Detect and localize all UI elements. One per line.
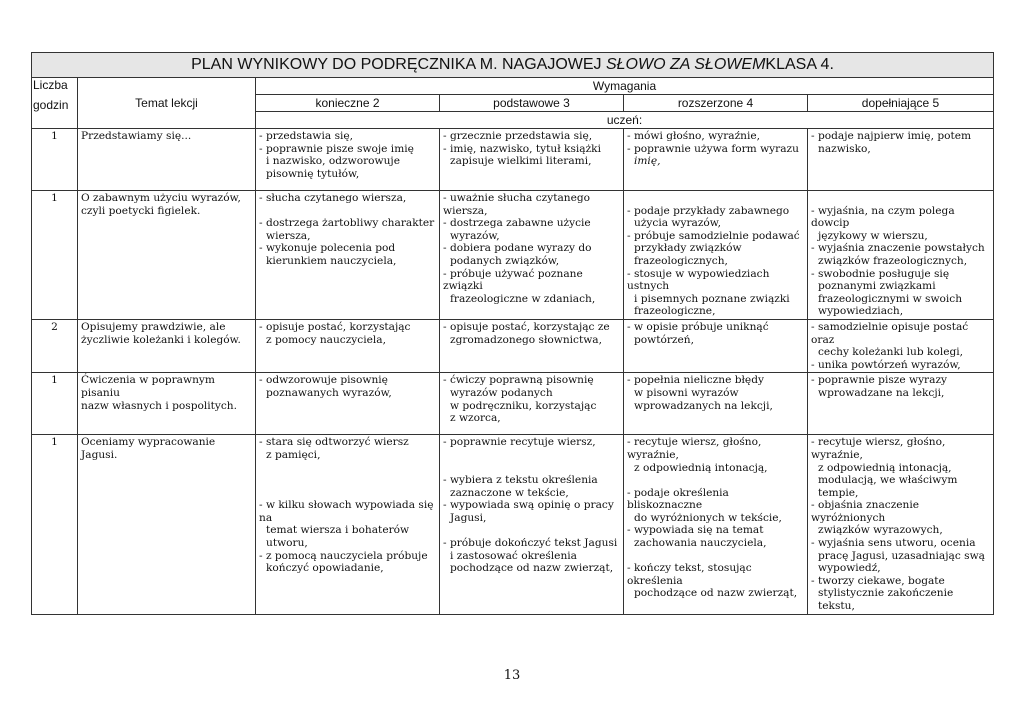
requirement-line: - dobiera podane wyrazy do: [443, 242, 592, 255]
level-header: konieczne 2: [256, 95, 440, 112]
requirement-line: w pisowni wyrazów: [634, 386, 739, 399]
requirement-line: frazeologiczne,: [634, 305, 716, 318]
requirement-line: - próbuje używać poznane związki: [443, 267, 583, 293]
requirement-line: i nazwisko, odzworowuje: [266, 155, 400, 168]
requirement-line: wyrazów podanych: [450, 386, 553, 399]
requirement-line: nazwisko,: [818, 142, 871, 155]
requirement-cell: [440, 319, 624, 372]
requirement-line: - wykonuje polecenia pod: [259, 242, 396, 255]
topic-line: Oceniamy wypracowanie Jagusi.: [81, 436, 216, 461]
table-row: [32, 435, 994, 614]
requirement-line: językowy w wierszu,: [818, 229, 928, 242]
requirement-line: - tworzy ciekawe, bogate: [811, 574, 945, 587]
requirement-line: - poprawnie pisze swoje imię: [259, 142, 414, 155]
requirement-line: stylistycznie zakończenie tekstu,: [818, 587, 954, 613]
requirement-line: - dostrzega żartobliwy charakter: [259, 217, 435, 230]
requirement-line: [443, 524, 620, 537]
requirement-line: - podaje określenia bliskoznaczne: [627, 486, 729, 512]
lesson-plan: [31, 52, 993, 615]
topic-cell: [78, 373, 256, 435]
topic-line: czyli poetycki figielek.: [81, 204, 201, 217]
requirement-line: [627, 192, 804, 205]
requirement-line: wprowadzane na lekcji,: [818, 386, 945, 399]
requirement-line: - samodzielnie opisuje postać oraz: [811, 320, 969, 346]
requirement-line: wyrazów,: [450, 229, 500, 242]
table-row: [32, 129, 994, 191]
requirement-line: - w opisie próbuje uniknąć: [627, 320, 769, 333]
requirement-line: - podaje najpierw imię, potem: [811, 130, 972, 142]
level-header: podstawowe 3: [440, 95, 624, 112]
requirement-line: modulacją, we właściwym tempie,: [818, 474, 958, 499]
plan-rows: [32, 129, 994, 615]
requirement-line: - wypowiada swą opinię o pracy: [443, 499, 614, 512]
requirement-line: - wybiera z tekstu określenia: [443, 474, 598, 487]
requirement-line: z odpowiednią intonacją,: [818, 461, 952, 474]
hours-cell: 1: [32, 129, 78, 191]
requirement-line: cechy koleżanki lub kolegi,: [818, 346, 964, 359]
requirement-line: - recytuje wiersz, głośno, wyraźnie,: [627, 436, 762, 461]
requirement-line: [259, 474, 436, 487]
hours-cell: 1: [32, 435, 78, 614]
requirement-line: - stara się odtworzyć wiersz: [259, 436, 409, 449]
requirement-line: [811, 192, 990, 205]
topic-line: życzliwie koleżanki i kolegów.: [81, 333, 241, 346]
requirement-line: i pisemnych poznane związki: [634, 292, 790, 305]
topic-line: Opisujemy prawdziwie, ale: [81, 320, 226, 333]
requirement-cell: [256, 129, 440, 191]
requirement-line: poznawanych wyrazów,: [266, 386, 392, 399]
requirement-line: - ćwiczy poprawną pisownię: [443, 374, 594, 387]
requirement-line: [627, 474, 804, 487]
requirement-line: wprowadzanych na lekcji,: [634, 399, 773, 412]
requirement-line: zaznaczone w tekście,: [450, 486, 569, 499]
requirement-line: - imię, nazwisko, tytuł książki: [443, 142, 601, 155]
requirement-line: związków wyrazowych,: [818, 524, 943, 537]
requirement-line: w podręczniku, korzystając: [450, 399, 597, 412]
requirement-line: [443, 462, 620, 475]
requirement-line: imię,: [634, 155, 661, 168]
requirement-line: - kończy tekst, stosując określenia: [627, 562, 752, 587]
requirement-line: frazeologiczne w zdaniach,: [450, 292, 596, 305]
requirement-line: frazeologicznych,: [634, 254, 728, 267]
requirement-line: z odpowiednią intonacją,: [634, 461, 768, 474]
requirement-line: zapisuje wielkimi literami,: [450, 155, 592, 168]
topic-cell: [78, 191, 256, 320]
hours-cell: 2: [32, 319, 78, 372]
topic-line: Przedstawiamy się...: [81, 130, 192, 142]
hours-header: Liczba godzin: [32, 78, 78, 129]
requirement-line: - wyjaśnia znaczenie powstałych: [811, 242, 985, 255]
requirement-line: wiersza,: [266, 229, 311, 242]
requirement-line: - mówi głośno, wyraźnie,: [627, 130, 761, 142]
requirement-line: - recytuje wiersz, głośno, wyraźnie,: [811, 436, 946, 461]
requirement-line: przykłady związków: [634, 242, 742, 255]
topic-line: nazw własnych i pospolitych.: [81, 399, 237, 412]
requirement-cell: [808, 319, 994, 372]
requirement-cell: [440, 191, 624, 320]
requirement-line: - wyjaśnia, na czym polega dowcip: [811, 204, 955, 230]
requirement-line: - objaśnia znaczenie wyróżnionych: [811, 499, 920, 524]
requirement-line: [259, 487, 436, 500]
requirement-cell: [808, 373, 994, 435]
requirement-line: - z pomocą nauczyciela próbuje: [259, 549, 428, 562]
requirement-cell: [440, 373, 624, 435]
requirement-line: z wzorca,: [450, 412, 501, 425]
requirement-cell: [808, 435, 994, 614]
requirement-line: - swobodnie posługuje się: [811, 267, 950, 280]
table-row: [32, 191, 994, 320]
plan-table: [31, 52, 994, 615]
document-title: PLAN WYNIKOWY DO PODRĘCZNIKA M. NAGAJOWEJ SŁOWO ZA SŁOWEMKLASA 4.: [32, 53, 994, 78]
requirement-line: zgromadzonego słownictwa,: [450, 333, 602, 346]
hours-cell: 1: [32, 373, 78, 435]
level-header: rozszerzone 4: [624, 95, 808, 112]
requirement-line: frazeologicznymi w swoich: [818, 292, 963, 305]
table-row: [32, 373, 994, 435]
requirement-line: - w kilku słowach wypowiada się na: [259, 499, 434, 524]
requirement-line: z pamięci,: [266, 448, 321, 461]
requirement-line: kończyć opowiadanie,: [266, 562, 384, 575]
requirement-cell: [440, 435, 624, 614]
requirement-line: - podaje przykłady zabawnego: [627, 204, 790, 217]
topic-cell: [78, 435, 256, 614]
requirement-line: wypowiedź,: [818, 562, 881, 575]
requirement-line: temat wiersza i bohaterów: [266, 524, 410, 537]
requirement-cell: [624, 191, 808, 320]
requirement-line: związków frazeologicznych,: [818, 254, 968, 267]
requirement-line: utworu,: [266, 537, 308, 550]
requirement-cell: [256, 435, 440, 614]
requirement-line: - wyjaśnia sens utworu, ocenia: [811, 537, 976, 550]
requirement-line: - grzecznie przedstawia się,: [443, 130, 593, 142]
requirement-line: poznanymi związkami: [818, 280, 936, 293]
requirement-line: użycia wyrazów,: [634, 217, 721, 230]
requirement-line: - poprawnie recytuje wiersz,: [443, 436, 596, 449]
requirement-cell: [256, 319, 440, 372]
requirement-line: - przedstawia się,: [259, 130, 354, 142]
requirement-cell: [256, 373, 440, 435]
requirement-line: do wyróżnionych w tekście,: [634, 511, 782, 524]
requirement-cell: [808, 129, 994, 191]
requirement-cell: [624, 373, 808, 435]
requirement-line: Jagusi,: [450, 511, 487, 524]
requirement-cell: [624, 435, 808, 614]
requirement-cell: [440, 129, 624, 191]
topic-cell: [78, 129, 256, 191]
requirement-line: - próbuje samodzielnie podawać: [627, 229, 800, 242]
requirement-line: - stosuje w wypowiedziach ustnych: [627, 267, 770, 293]
requirement-line: - dostrzega zabawne użycie: [443, 217, 591, 230]
requirement-line: - poprawnie pisze wyrazy: [811, 374, 948, 387]
requirement-line: - uważnie słucha czytanego wiersza,: [443, 192, 591, 217]
requirement-line: wypowiedziach,: [818, 305, 904, 318]
requirements-header: Wymagania: [256, 78, 994, 95]
requirement-cell: [808, 191, 994, 320]
requirement-line: kierunkiem nauczyciela,: [266, 254, 397, 267]
requirement-line: - opisuje postać, korzystając ze: [443, 320, 610, 333]
requirement-cell: [256, 191, 440, 320]
level-header: dopełniające 5: [808, 95, 994, 112]
requirement-line: i zastosować określenia: [450, 549, 577, 562]
page-number: 13: [503, 668, 521, 683]
requirement-line: zachowania nauczyciela,: [634, 537, 767, 550]
requirement-line: pochodzące od nazw zwierząt,: [634, 587, 798, 600]
requirement-line: - poprawnie używa form wyrazu: [627, 142, 799, 155]
topic-cell: [78, 319, 256, 372]
requirement-cell: [624, 319, 808, 372]
book-title: SŁOWO ZA SŁOWEM: [605, 56, 766, 73]
requirement-line: - popełnia nieliczne błędy: [627, 374, 764, 387]
requirement-line: z pomocy nauczyciela,: [266, 333, 386, 346]
requirement-line: podanych związków,: [450, 254, 560, 267]
student-header: uczeń:: [256, 112, 994, 129]
table-row: [32, 319, 994, 372]
requirement-line: - unika powtórzeń wyrazów,: [811, 358, 961, 371]
requirement-line: - słucha czytanego wiersza,: [259, 192, 407, 204]
requirement-line: - opisuje postać, korzystając: [259, 320, 411, 333]
requirement-line: [259, 462, 436, 475]
requirement-line: powtórzeń,: [634, 333, 694, 346]
requirement-line: - próbuje dokończyć tekst Jagusi: [443, 537, 618, 550]
topic-header: Temat lekcji: [78, 78, 256, 129]
requirement-line: [443, 449, 620, 462]
requirement-line: [259, 205, 436, 218]
requirement-cell: [624, 129, 808, 191]
topic-line: Ćwiczenia w poprawnym pisaniu: [81, 374, 215, 399]
requirement-line: - odwzorowuje pisownię: [259, 374, 388, 387]
requirement-line: pisownię tytułów,: [266, 167, 360, 180]
hours-cell: 1: [32, 191, 78, 320]
requirement-line: - wypowiada się na temat: [627, 524, 764, 537]
requirement-line: [627, 550, 804, 563]
requirement-line: pracę Jagusi, uzasadniając swą: [818, 549, 985, 562]
requirement-line: pochodzące od nazw zwierząt,: [450, 562, 614, 575]
topic-line: O zabawnym użyciu wyrazów,: [81, 192, 241, 204]
